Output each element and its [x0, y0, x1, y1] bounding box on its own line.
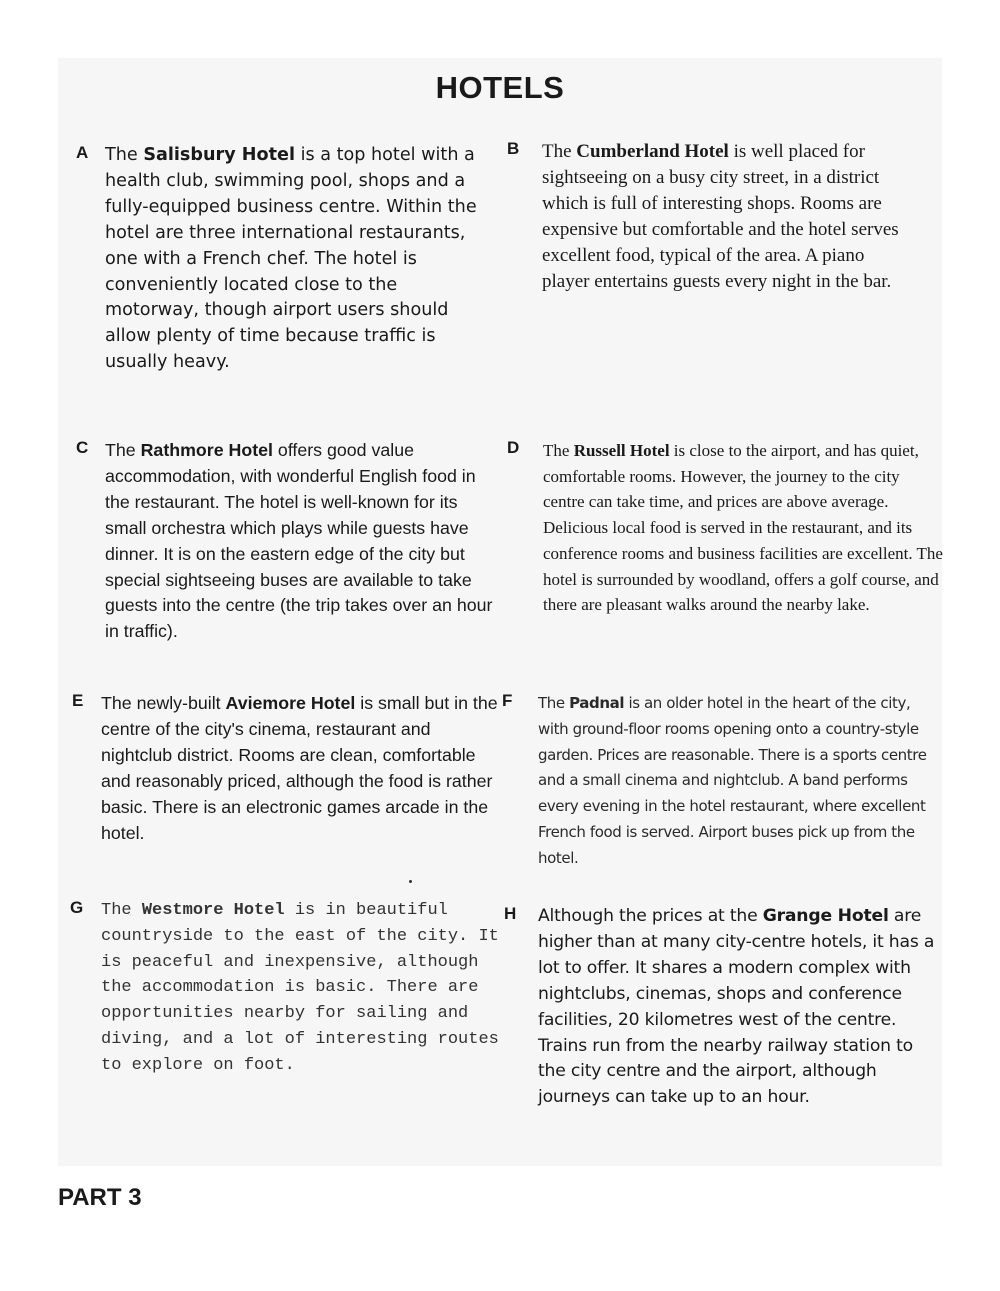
hotel-name: Aviemore Hotel [225, 693, 356, 713]
entry-text: The Cumberland Hotel is well placed for sightseeing on a busy city street, in a district which is full of interesting shops. Rooms are expensive but comfortable and the hotel serves excellent food, typical of the area. A piano player entertains guests every night in the bar. [542, 141, 899, 292]
hotel-name: Westmore Hotel [141, 901, 285, 920]
entry-letter: H [504, 904, 517, 923]
entry-letter: D [507, 438, 520, 457]
stray-dot [409, 880, 412, 883]
page-title: HOTELS [435, 70, 565, 105]
hotel-name: Grange Hotel [762, 906, 889, 926]
entry-letter: F [502, 691, 513, 710]
entry-text: The newly-built Aviemore Hotel is small but in the centre of the city's cinema, restaurant and nightclub district. Rooms are clean, comfortable and reasonably priced, although the food is rather basic. There is an electronic games arcade in the hotel. [101, 693, 498, 843]
hotel-name: Russell Hotel [573, 441, 670, 460]
entry-text: The Westmore Hotel is in beautiful countryside to the east of the city. It is peaceful and inexpensive, although the accommodation is basic. There are opportunities nearby for sailing and diving, and a lot of interesting routes to explore on foot. [101, 901, 499, 1075]
entry-text: The Salisbury Hotel is a top hotel with a health club, swimming pool, shops and a fully-equipped business centre. Within the hotel are three international restaurants, one with a French chef. The hotel is conveniently located close to the motorway, though airport users should allow plenty of time because traffic is usually heavy. [105, 145, 477, 373]
entry-text: The Rathmore Hotel offers good value accommodation, with wonderful English food in the restaurant. The hotel is well-known for its small orchestra which plays while guests have dinner. It is on the eastern edge of the city but special sightseeing buses are available to take guests into the centre (the trip takes over an hour in traffic). [105, 440, 493, 642]
entry-letter: C [76, 438, 89, 457]
hotel-name: Rathmore Hotel [140, 440, 273, 460]
entry-text: Although the prices at the Grange Hotel are higher than at many city-centre hotels, it has a lot to offer. It shares a modern complex with nightclubs, cinemas, shops and conference facilities, 20 kilometres west of the centre. Trains run from the nearby railway station to the city centre and the airport, although journeys can take up to an hour. [538, 906, 935, 1108]
entry-letter: E [72, 691, 84, 710]
entry-letter: G [70, 898, 84, 917]
entry-letter: A [76, 143, 89, 162]
hotel-name: Salisbury Hotel [143, 145, 295, 165]
entry-letter: B [507, 139, 520, 158]
hotel-name: Cumberland Hotel [576, 141, 729, 162]
entry-text: The Russell Hotel is close to the airport, and has quiet, comfortable rooms. However, the journey to the city centre can take time, and prices are above average. Delicious local food is served in the restaurant, and its conference rooms and business facilities are excellent. The hotel is surrounded by woodland, offers a golf course, and there are pleasant walks around the nearby lake. [543, 441, 943, 615]
hotel-name: Padnal [569, 694, 625, 712]
part-label: PART 3 [58, 1184, 142, 1211]
entry-text: The Padnal is an older hotel in the heart of the city, with ground-floor rooms opening onto a country-style garden. Prices are reasonable. There is a sports centre and a small cinema and nightclub. A band performs every evening in the hotel restaurant, where excellent French food is served. Airport buses pick up from the hotel. [538, 694, 927, 867]
